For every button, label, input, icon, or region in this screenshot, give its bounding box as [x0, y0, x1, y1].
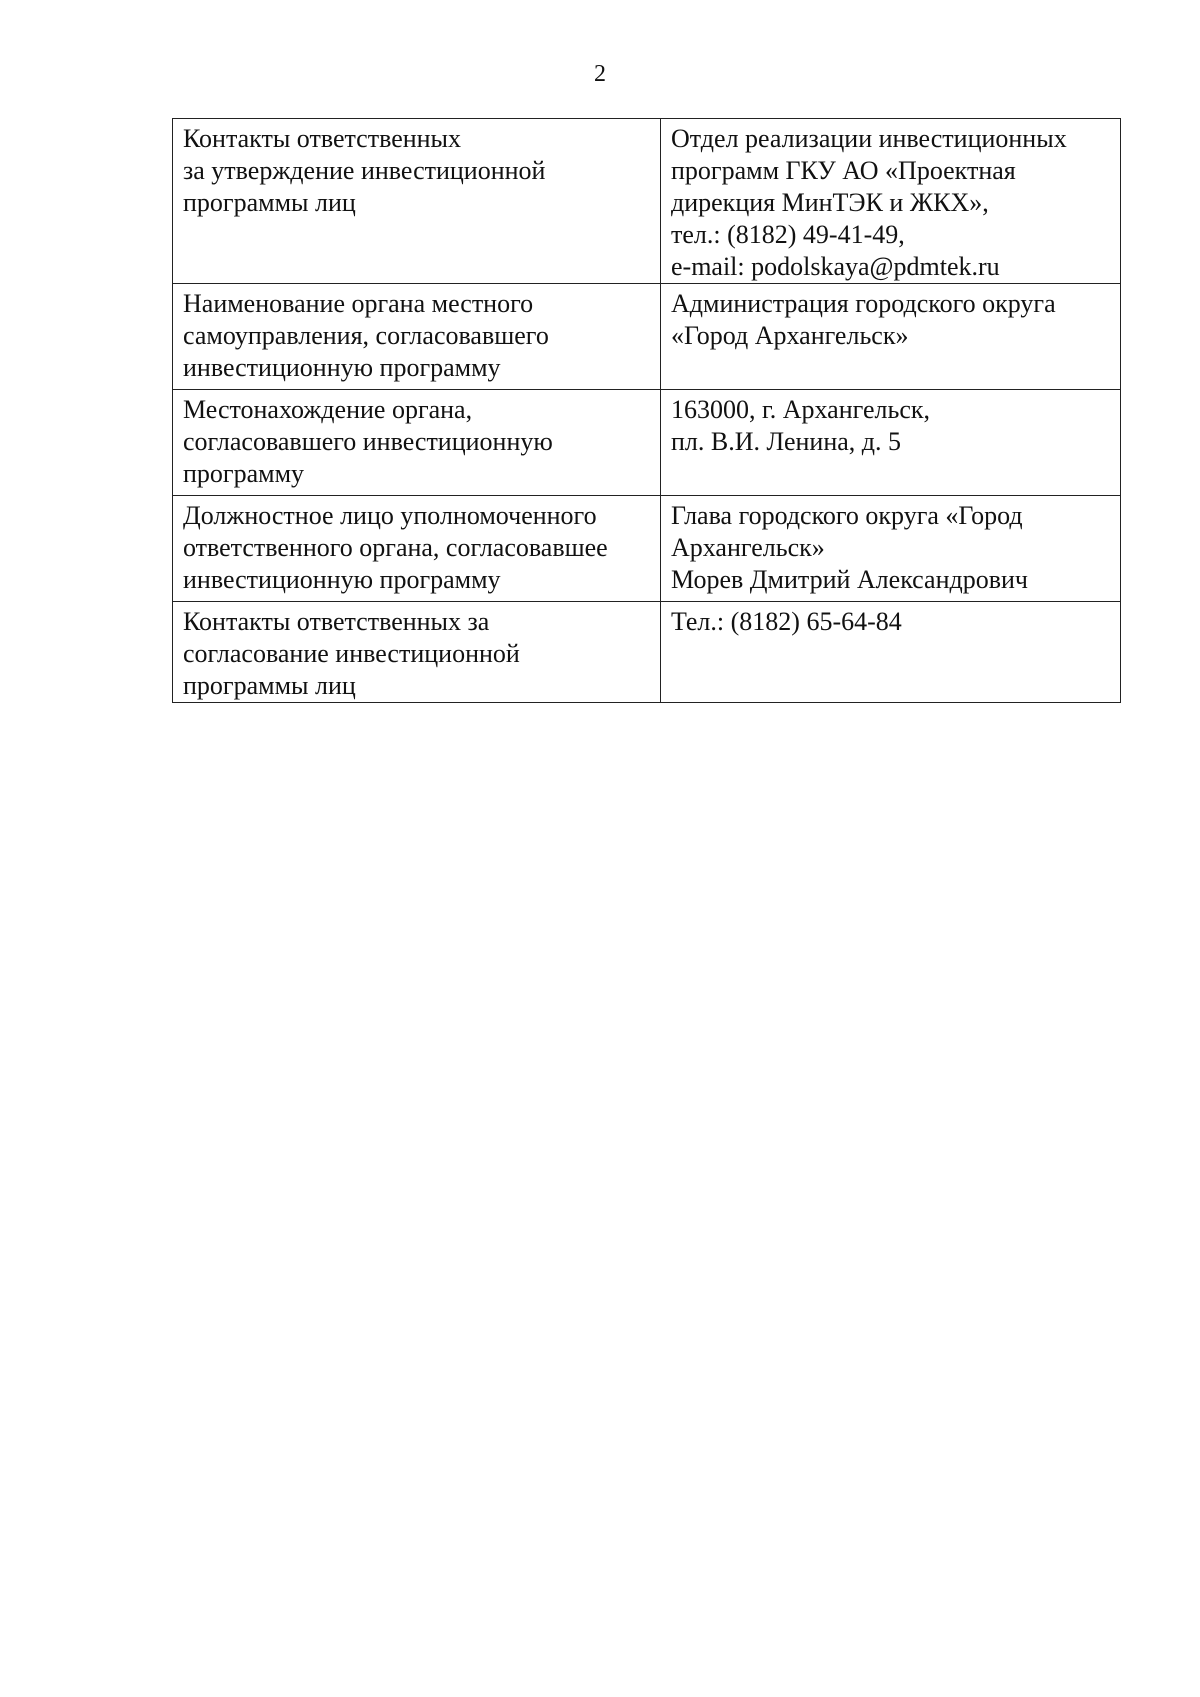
row-label-cell: [173, 602, 661, 703]
row-label-cell: [173, 284, 661, 390]
label-line: программу: [183, 459, 305, 488]
phone-line: Тел.: (8182) 65-64-84: [671, 607, 902, 636]
page-number: 2: [594, 61, 606, 87]
value-line: дирекция МинТЭК и ЖКХ»,: [671, 188, 989, 217]
value-line: Морев Дмитрий Александрович: [671, 565, 1028, 594]
label-line: согласование инвестиционной: [183, 639, 520, 668]
label-line: за утверждение инвестиционной: [183, 156, 546, 185]
label-line: Местонахождение органа,: [183, 395, 473, 424]
row-value-cell: [661, 119, 1121, 284]
value-line: Отдел реализации инвестиционных: [671, 124, 1067, 153]
row-value-cell: [661, 390, 1121, 496]
value-line: пл. В.И. Ленина, д. 5: [671, 427, 902, 456]
value-line: 163000, г. Архангельск,: [671, 395, 930, 424]
label-line: Наименование органа местного: [183, 289, 534, 318]
table-row: [173, 284, 1121, 390]
label-line: Должностное лицо уполномоченного: [183, 501, 597, 530]
row-label-cell: [173, 390, 661, 496]
label-line: программы лиц: [183, 671, 356, 700]
row-value-cell: [661, 602, 1121, 703]
label-line: инвестиционную программу: [183, 353, 501, 382]
table-row: [173, 496, 1121, 602]
phone-line: тел.: (8182) 49-41-49,: [671, 220, 905, 249]
row-label-cell: [173, 496, 661, 602]
label-line: согласовавшего инвестиционную: [183, 427, 553, 456]
label-line: инвестиционную программу: [183, 565, 501, 594]
value-line: программ ГКУ АО «Проектная: [671, 156, 1016, 185]
value-line: Глава городского округа «Город: [671, 501, 1023, 530]
row-value-cell: [661, 284, 1121, 390]
value-line: Администрация городского округа: [671, 289, 1056, 318]
table-row: [173, 119, 1121, 284]
table-row: [173, 602, 1121, 703]
value-line: Архангельск»: [671, 533, 825, 562]
label-line: Контакты ответственных за: [183, 607, 490, 636]
label-line: самоуправления, согласовавшего: [183, 321, 549, 350]
label-line: ответственного органа, согласовавшее: [183, 533, 608, 562]
row-label-cell: [173, 119, 661, 284]
info-table: [172, 118, 1121, 703]
table-row: [173, 390, 1121, 496]
email-line: e-mail: podolskaya@pdmtek.ru: [671, 252, 1000, 281]
label-line: Контакты ответственных: [183, 124, 462, 153]
row-value-cell: [661, 496, 1121, 602]
label-line: программы лиц: [183, 188, 356, 217]
value-line: «Город Архангельск»: [671, 321, 909, 350]
